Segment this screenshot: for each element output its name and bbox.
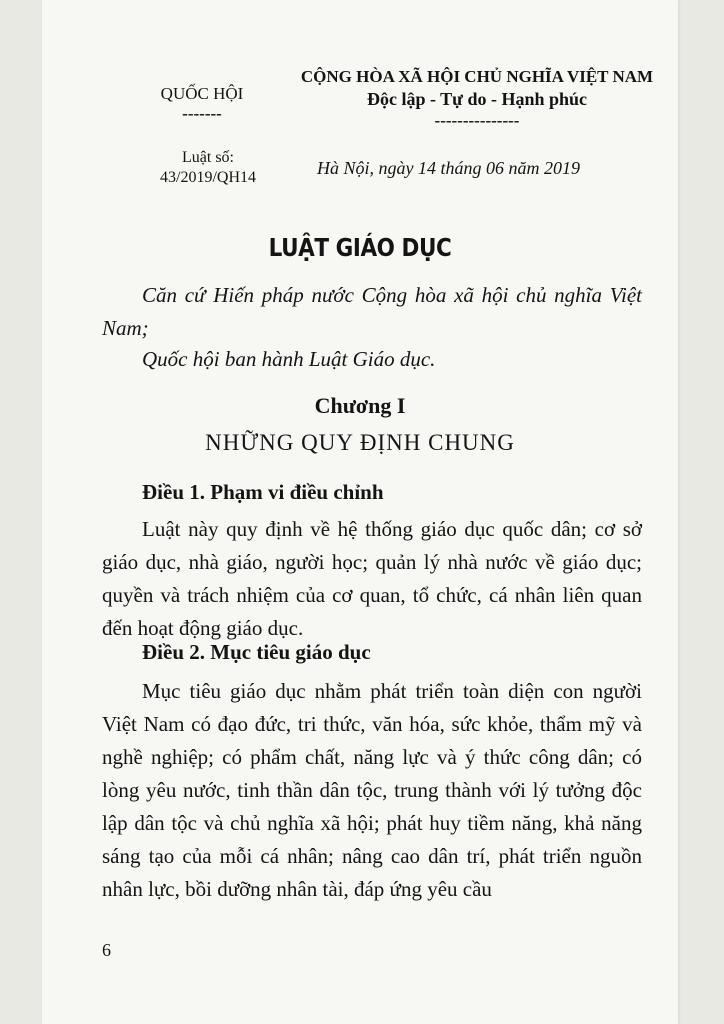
- article-2-heading: Điều 2. Mục tiêu giáo dục: [142, 640, 371, 664]
- issuing-body-block: [142, 84, 262, 124]
- law-number: 43/2019/QH14: [160, 169, 256, 186]
- place-date: Hà Nội, ngày 14 tháng 06 năm 2019: [317, 158, 580, 178]
- issuing-body-underline: -------: [182, 104, 222, 123]
- chapter-title: NHỮNG QUY ĐỊNH CHUNG: [205, 430, 515, 455]
- issuing-body: QUỐC HỘI: [160, 84, 244, 103]
- country-name: CỘNG HÒA XÃ HỘI CHỦ NGHĨA VIỆT NAM: [300, 67, 654, 86]
- article-2-body: Mục tiêu giáo dục nhằm phát triển toàn diện con người Việt Nam có đạo đức, tri thức, văn hóa, sức khỏe, thẩm mỹ và nghề nghiệp; có phẩm chất, năng lực và ý thức công dân; có lòng yêu nước, tinh thần dân tộc, trung thành với lý tưởng độc lập dân tộc và chủ nghĩa xã hội; phát huy tiềm năng, khả năng sáng tạo của mỗi cá nhân; nâng cao dân trí, phát triển nguồn nhân lực, bồi dưỡng nhân tài, đáp ứng yêu cầu: [102, 679, 642, 901]
- chapter-number: Chương I: [314, 393, 406, 418]
- law-number-label: Luật số:: [182, 149, 234, 166]
- national-header-block: [292, 66, 662, 132]
- article-1-body: Luật này quy định về hệ thống giáo dục quốc dân; cơ sở giáo dục, nhà giáo, người học; quản lý nhà nước về giáo dục; quyền và trách nhiệm của cơ quan, tổ chức, cá nhân liên quan đến hoạt động giáo dục.: [102, 517, 642, 640]
- law-number-block: [128, 148, 288, 188]
- national-motto: Độc lập - Tự do - Hạnh phúc: [366, 89, 588, 109]
- document-title: LUẬT GIÁO DỤC: [268, 233, 452, 262]
- document-page: [42, 0, 678, 1024]
- page-number: 6: [102, 940, 111, 960]
- article-1-heading: Điều 1. Phạm vi điều chỉnh: [142, 480, 384, 504]
- preamble-basis: Căn cứ Hiến pháp nước Cộng hòa xã hội chủ nghĩa Việt Nam;: [102, 283, 642, 340]
- motto-underline: ---------------: [434, 111, 520, 130]
- preamble-enactment: Quốc hội ban hành Luật Giáo dục.: [142, 347, 436, 371]
